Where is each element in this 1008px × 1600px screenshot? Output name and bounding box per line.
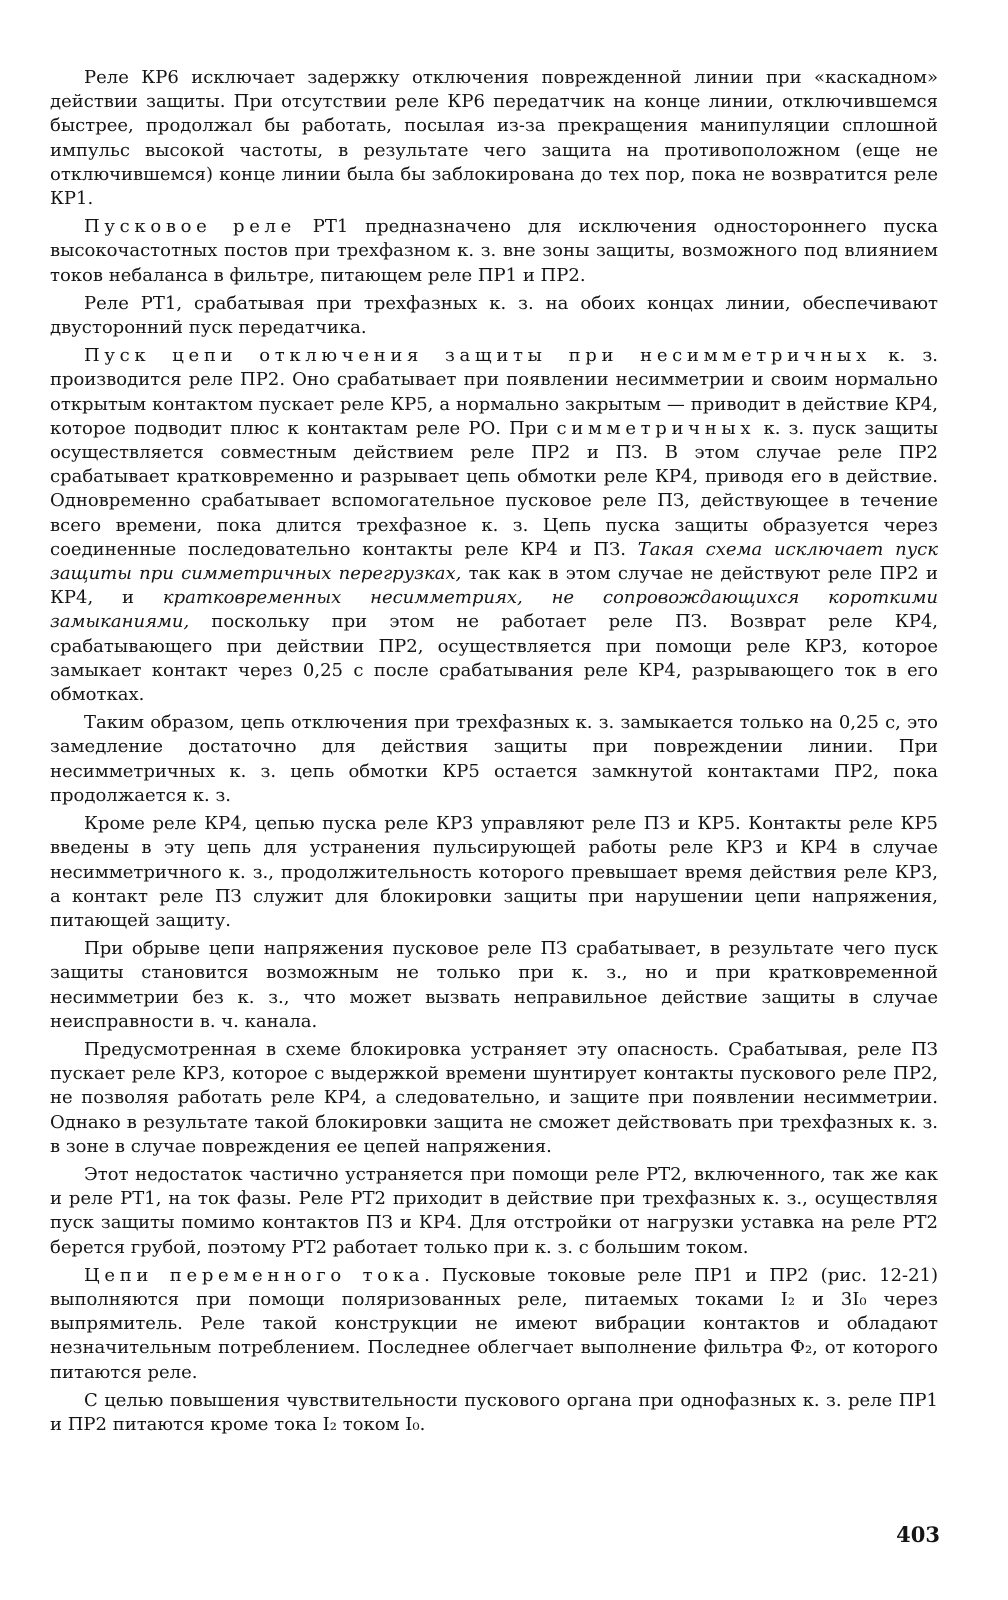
italic-text: кратковременных несимметриях, не сопровождающихся короткими замыканиями, (50, 587, 938, 633)
paragraph (50, 215, 938, 288)
paragraph (50, 344, 938, 707)
paragraph (50, 292, 938, 340)
text-run: так как в этом случае не действуют реле ПР2 и КР4, и (50, 563, 938, 609)
text-run: РТ1 предназначено для исключения одностороннего пуска высокочастотных постов при трехфазном к. з. вне зоны защиты, возможного под влиянием токов небаланса в фильтре, питающем реле ПР1 и ПР2. (50, 216, 939, 286)
text-run: . Пусковые токовые реле ПР1 и ПР2 (рис. 12-21) выполняются при помощи поляризованных реле, питаемых токами I₂ и 3I₀ через выпрямитель. Реле такой конструкции не имеют вибрации контактов и обладают незначительным потреблением. Последнее облегчает выполнение фильтра Ф₂, от которого питаются реле. (50, 1264, 938, 1383)
paragraph (50, 66, 938, 211)
text-run: поскольку при этом не работает реле ПЗ. Возврат реле КР4, срабатывающего при действии ПР2, осуществляется при помощи реле КР3, которое замыкает контакт через 0,25 с после срабатывания реле КР4, разрывающего ток в его обмотках. (50, 611, 938, 706)
spaced-heading-text: Цепи переменного тока (84, 1264, 425, 1286)
paragraph (50, 1163, 938, 1260)
italic-text: Такая схема исключает пуск защиты при симметричных перегрузках, (50, 538, 938, 585)
paragraph (50, 711, 938, 808)
text-run: Кроме реле КР4, цепью пуска реле КР3 управляют реле ПЗ и КР5. Контакты реле КР5 введены в эту цепь для устранения пульсирующей работы реле КР3 и КР4 в случае несимметричного к. з., продолжительность которого превышает время действия реле КР3, а контакт реле ПЗ служит для блокировки защиты при нарушении цепи напряжения, питающей защиту. (50, 813, 938, 931)
text-run: Реле РТ1, срабатывая при трехфазных к. з. на обоих концах линии, обеспечивают двусторонний пуск передатчика. (50, 292, 938, 339)
text-run: С целью повышения чувствительности пускового органа при однофазных к. з. реле ПР1 и ПР2 питаются кроме тока I₂ током I₀. (50, 1389, 938, 1435)
paragraph (50, 812, 938, 933)
paragraph (50, 1264, 938, 1385)
spaced-heading-text: Пусковое реле (84, 216, 296, 238)
paragraph (50, 1038, 938, 1159)
paragraph (50, 1389, 938, 1437)
paragraph (50, 937, 938, 1034)
page-number: 403 (896, 1522, 940, 1547)
spaced-heading-text: Пуск цепи отключения защиты при несимметричных (84, 345, 871, 367)
text-run: Таким образом, цепь отключения при трехфазных к. з. замыкается только на 0,25 с, это замедление достаточно для действия защиты при повреждении линии. При несимметричных к. з. цепь обмотки КР5 остается замкнутой контактами ПР2, пока продолжается к. з. (50, 712, 938, 806)
text-run: Предусмотренная в схеме блокировка устраняет эту опасность. Срабатывая, реле ПЗ пускает реле КР3, которое с выдержкой времени шунтирует контакты пускового реле ПР2, не позволяя работать реле КР4, а следовательно, и защите при появлении несимметрии. Однако в результате такой блокировки защита не сможет действовать при трехфазных к. з. в зоне в случае повреждения ее цепей напряжения. (50, 1038, 938, 1157)
text-run: Реле КР6 исключает задержку отключения поврежденной линии при «каскадном» действии защиты. При отсутствии реле КР6 передатчик на конце линии, отключившемся быстрее, продолжал бы работать, посылая из-за прекращения манипуляции сплошной импульс высокой частоты, в результате чего защита на противоположном (еще не отключившемся) конце линии была бы заблокирована до тех пор, пока не возвратится реле КР1. (50, 67, 938, 210)
text-run: При обрыве цепи напряжения пусковое реле ПЗ срабатывает, в результате чего пуск защиты становится возможным не только при к. з., но и при кратковременной несимметрии без к. з., что может вызвать неправильное действие защиты в случае неисправности в. ч. канала. (50, 938, 938, 1032)
text-run: к. з. пуск защиты осуществляется совместным действием реле ПР2 и ПЗ. В этом случае реле ПР2 срабатывает кратковременно и разрывает цепь обмотки реле КР4, приводя его в действие. Одновременно срабатывает вспомогательное пусковое реле ПЗ, действующее в течение всего времени, пока длится трехфазное к. з. Цепь пуска защиты образуется через соединенные последовательно контакты реле КР4 и ПЗ. (50, 417, 938, 560)
spaced-heading-text: симметричных (556, 417, 756, 439)
text-run: Этот недостаток частично устраняется при помощи реле РТ2, включенного, так же как и реле РТ1, на ток фазы. Реле РТ2 приходит в действие при трехфазных к. з., осуществляя пуск защиты помимо контактов ПЗ и КР4. Для отстройки от нагрузки уставка на реле РТ2 берется грубой, поэтому РТ2 работает только при к. з. с большим током. (50, 1163, 938, 1258)
page-text-block (50, 66, 938, 1441)
text-run: к. з. производится реле ПР2. Оно срабатывает при появлении несимметрии и своим нормально открытым контактом пускает реле КР5, а нормально закрытым — приводит в действие КР4, которое подводит плюс к контактам реле РО. При (50, 345, 938, 439)
